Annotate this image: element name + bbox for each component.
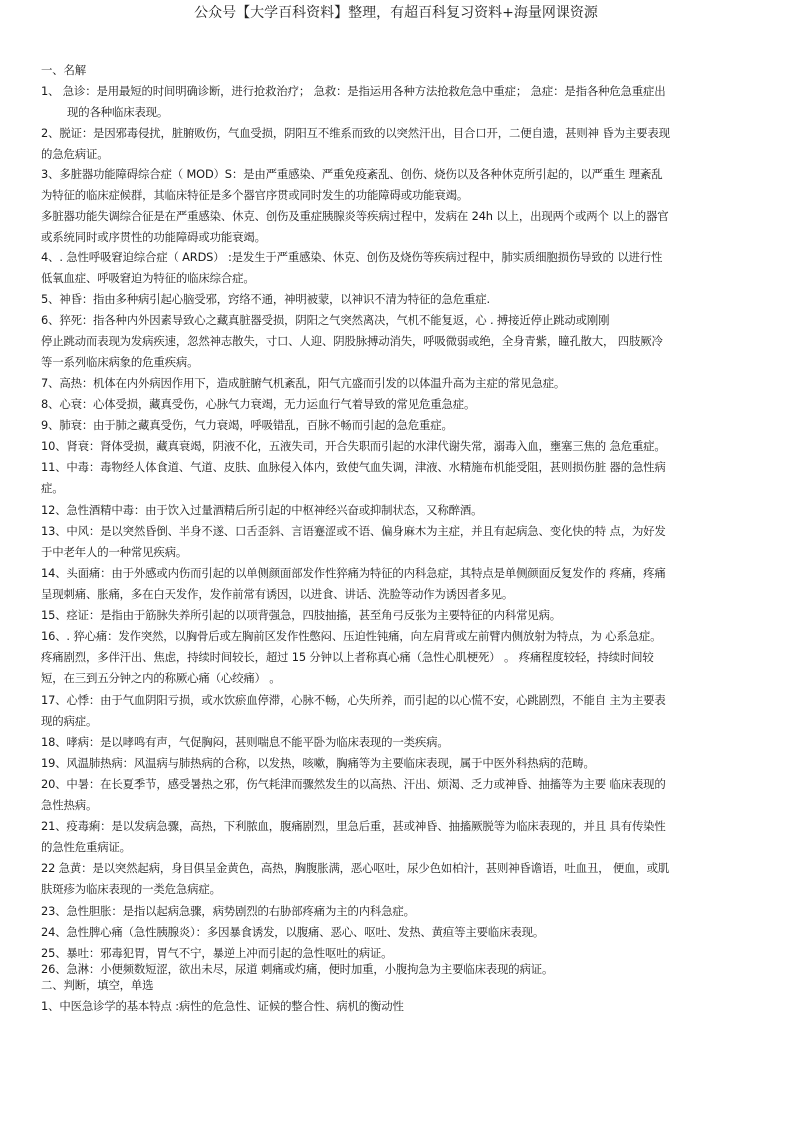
text-line: 3、多脏器功能障碍综合症（ MOD）S：是由严重感染、严重免疫紊乱、创伤、烧伤以及各种休克所引起的，以严重生 理紊乱 [41, 167, 663, 181]
text-line: 急性热病。 [41, 798, 98, 812]
text-line: 14、头面痛：由于外感或内伤而引起的以单侧颜面部发作性猝痛为特征的内科急症，其特点是单侧颜面反复发作的 疼痛，疼痛 [41, 566, 666, 580]
text-line: 4、. 急性呼吸窘迫综合症（ ARDS） :是发生于严重感染、休克、创伤及烧伤等疾病过程中，肺实质细胞损伤导致的 以进行性 [41, 250, 663, 264]
text-line: 11、中毒：毒物经人体食道、气道、皮肤、血脉侵入体内，致使气血失调，津液、水精施布机能受阻，甚则损伤脏 器的急性病 [41, 460, 666, 474]
text-line: 7、高热：机体在内外病因作用下，造成脏腑气机紊乱，阳气亢盛而引发的以体温升高为主症的常见急症。 [41, 376, 566, 390]
text-line: 24、急性脾心痛（急性胰腺炎）：多因暴食诱发，以腹痛、恶心、呕吐、发热、黄疸等主要临床表现。 [41, 925, 545, 939]
text-line: 19、风温肺热病：风温病与肺热病的合称，以发热，咳嗽，胸痛等为主要临床表现，属于中医外科热病的范畴。 [41, 756, 595, 770]
text-line: 于中老年人的一种常见疾病。 [41, 545, 188, 559]
text-line: 二、判断，填空，单选 [41, 978, 154, 992]
text-line: 停止跳动而表现为发病疾速，忽然神志散失，寸口、人迎、阴股脉搏动消失，呼吸微弱或绝，全身青紫，瞳孔散大， 四肢厥冷 [41, 334, 663, 348]
text-line: 15、痉证：是指由于筋脉失养所引起的以项背强急，四肢抽搐，甚至角弓反张为主要特征的内科常见病。 [41, 608, 562, 622]
text-line: 2、脱证：是因邪毒侵扰，脏腑败伤，气血受损，阴阳互不维系而致的以突然汗出，目合口开，二便自遗，甚则神 昏为主要表现 [41, 126, 670, 140]
text-line: 多脏器功能失调综合征是在严重感染、休克、创伤及重症胰腺炎等疾病过程中，发病在 24h 以上，出现两个或两个 以上的器官 [41, 209, 669, 223]
text-line: 22 急黄：是以突然起病，身目俱呈金黄色，高热，胸腹胀满，恶心呕吐，尿少色如柏汁，甚则神昏谵语，吐血丑， 便血，或肌 [41, 861, 670, 875]
text-line: 6、猝死：指各种内外因素导致心之藏真脏器受损，阴阳之气突然离决，气机不能复返，心 . 搏接近停止跳动或刚刚 [41, 313, 610, 327]
text-line: 等一系列临床病象的危重疾病。 [41, 355, 199, 369]
text-line: 现的病症。 [41, 714, 98, 728]
text-line: 现的各种临床表现。 [67, 105, 169, 119]
text-line: 25、暴吐：邪毒犯胃，胃气不宁，暴逆上冲而引起的急性呕吐的病证。 [41, 946, 393, 960]
watermark-header: 公众号【大学百科资料】整理，有超百科复习资料+海量网课资源 [194, 5, 598, 21]
text-line: 1、 急诊：是用最短的时间明确诊断，进行抢救治疗； 急救：是指运用各种方法抢救危急中重症； 急症：是指各种危急重症出 [41, 84, 666, 98]
text-line: 短，在三到五分钟之内的称厥心痛（心绞痛） 。 [41, 671, 281, 685]
text-line: 5、神昏：指由多种病引起心脑受邪，窍络不通，神明被蒙，以神识不清为特征的急危重症. [41, 292, 490, 306]
text-line: 的急危病证。 [41, 147, 109, 161]
text-line: 的急性危重病证。 [41, 840, 131, 854]
text-line: 一、名解 [41, 63, 86, 77]
text-line: 症。 [41, 481, 64, 495]
text-line: 为特征的临床症候群，其临床特征是多个器官序贯或同时发生的功能障碍或功能衰竭。 [41, 188, 469, 202]
text-line: 1、中医急诊学的基本特点 :病性的危急性、证候的整合性、病机的衡动性 [41, 999, 404, 1013]
text-line: 16、. 猝心痛：发作突然，以胸骨后或左胸前区发作性憋闷、压迫性钝痛，向左肩背或左前臂内侧放射为特点，为 心系急症。 [41, 629, 662, 643]
text-line: 17、心悸：由于气血阴阳亏损，或水饮瘀血停滞，心脉不畅，心失所养，而引起的以心慌不安，心跳剧烈，不能自 主为主要表 [41, 693, 666, 707]
text-line: 肤斑疹为临床表现的一类危急病症。 [41, 882, 221, 896]
text-line: 13、中风：是以突然昏倒、半身不遂、口舌歪斜、言语蹇涩或不语、偏身麻木为主症，并且有起病急、变化快的特 点，为好发 [41, 524, 666, 538]
text-line: 12、急性酒精中毒：由于饮入过量酒精后所引起的中枢神经兴奋或抑制状态，又称醉酒。 [41, 503, 483, 517]
text-line: 8、心衰：心体受损，藏真受伤，心脉气力衰竭，无力运血行气着导致的常见危重急症。 [41, 397, 476, 411]
text-line: 或系统同时或序贯性的功能障碍或功能衰竭。 [41, 230, 266, 244]
text-line: 10、肾衰：肾体受损，藏真衰竭，阴液不化，五液失司，开合失职而引起的水津代谢失常，溺毒入血，壅塞三焦的 急危重症。 [41, 439, 666, 453]
text-line: 18、哮病：是以哮鸣有声，气促胸闷，甚则喘息不能平卧为临床表现的一类疾病。 [41, 735, 449, 749]
text-line: 疼痛剧烈，多伴汗出、焦虑，持续时间较长，超过 15 分钟以上者称真心痛（急性心肌梗死） 。 疼痛程度较轻，持续时间较 [41, 650, 654, 664]
text-line: 呈现刺痛、胀痛，多在白天发作，发作前常有诱因，以进食、讲话、洗脸等动作为诱因者多见。 [41, 587, 514, 601]
text-line: 26、急淋：小便频数短涩，欲出未尽，尿道 刺痛或灼痛，便时加重，小腹拘急为主要临床表现的病证。 [41, 962, 554, 976]
text-line: 低氧血症、呼吸窘迫为特征的临床综合症。 [41, 271, 255, 285]
text-line: 21、疫毒痢：是以发病急骤，高热，下利脓血，腹痛剧烈，里急后重，甚或神昏、抽搐厥脱等为临床表现的，并且 具有传染性 [41, 819, 666, 833]
text-line: 23、急性胆胀：是指以起病急骤，病势剧烈的右胁部疼痛为主的内科急症。 [41, 904, 415, 918]
text-line: 9、肺衰：由于肺之藏真受伤，气力衰竭，呼吸错乱，百脉不畅而引起的急危重症。 [41, 418, 453, 432]
text-line: 20、中暑：在长夏季节，感受暑热之邪，伤气耗津而骤然发生的以高热、汗出、烦渴、乏力或神昏、抽搐等为主要 临床表现的 [41, 777, 666, 791]
